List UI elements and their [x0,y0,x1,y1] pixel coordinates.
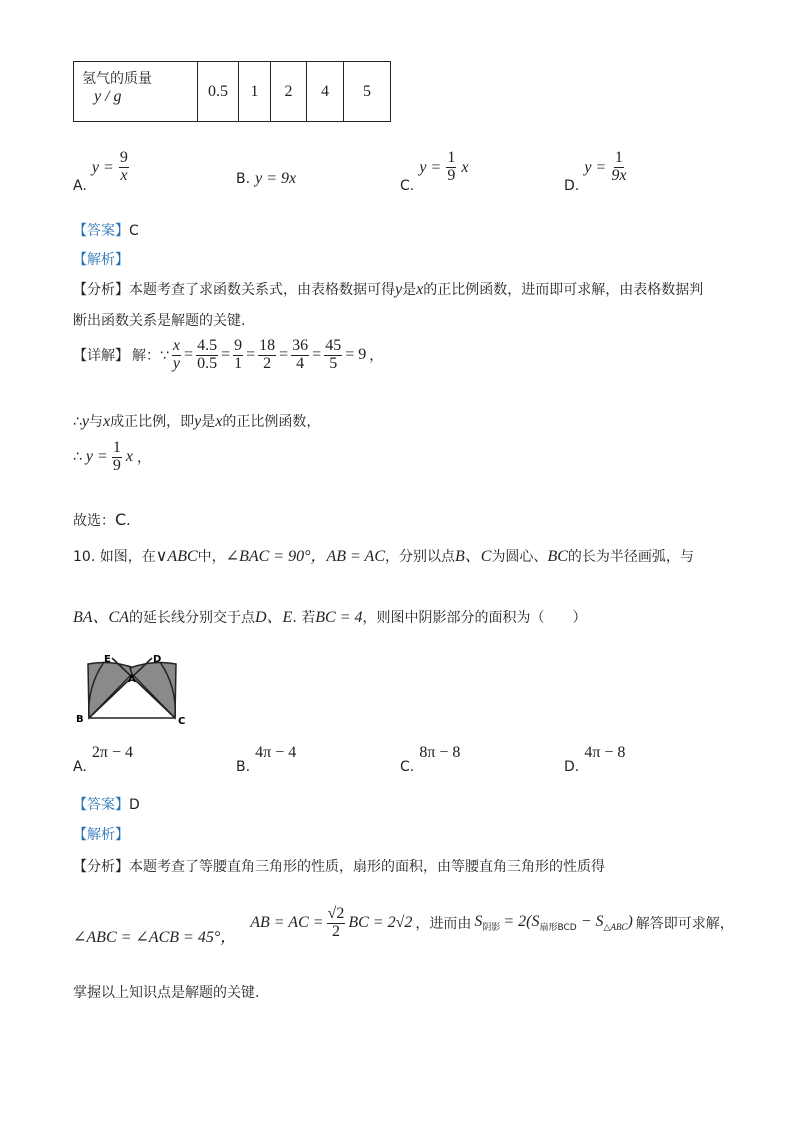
fraction-num: x [172,337,181,354]
xiangjie-tag: 【详解】 [73,348,129,365]
q10-option-b [236,742,297,775]
option-label: C. [400,177,415,194]
math: BC = 4 [315,609,363,626]
fraction-den: 4 [296,354,305,372]
q10-option-c [400,742,461,775]
fraction-num: √2 [327,905,345,922]
q10-analysis-tag: 【解析】 [73,827,129,843]
subscript: 扇形BCD [539,923,577,934]
option-value: 8π − 8 [419,744,461,761]
equals: = [246,346,256,364]
table-cell: 4 [307,62,344,122]
option-lhs: y = [91,158,114,176]
equals: = [184,346,194,364]
text: 与 [89,414,104,430]
text: 的长为半径画弧，与 [567,549,694,565]
label-b: B [76,714,84,725]
math: AB = AC [326,548,385,565]
geometry-figure [74,652,194,728]
fraction [327,906,346,941]
fraction-den: 9x [611,166,627,184]
choice: C [115,510,127,529]
fraction-num: 36 [292,337,309,354]
option-value: 2π − 4 [91,744,133,761]
option-label: D. [564,759,580,775]
answer-tag: 【答案】 [73,797,129,813]
math-var: y [194,413,202,430]
ratio-result: = 9 [345,346,367,364]
text: 的延长线分别交于点 [129,610,255,626]
fenxi-tag: 【分析】 [73,859,129,875]
text: 是 [201,414,216,430]
data-table [73,61,391,122]
table-row [74,62,391,122]
fraction-den: x [120,166,128,184]
option-value: 4π − 8 [584,744,626,761]
math: B、C [454,548,492,565]
math-var: y [395,281,403,298]
text: 故选： [73,513,115,529]
label-e: E [104,654,111,665]
fraction-num: 9 [234,337,243,354]
q9-xiangjie [73,338,383,373]
q9-step3 [73,440,151,475]
equals: = [312,346,322,364]
option-label: A. [73,177,87,194]
q10-option-a [73,742,133,775]
text: 本题考查了等腰直角三角形的性质，扇形的面积，由等腰直角三角形的性质得 [129,859,605,875]
fraction-den: 9 [112,456,121,474]
q9-option-d [564,149,627,194]
math: ) [627,913,633,931]
fraction-num: 1 [614,149,623,166]
q10-last-line: 掌握以上知识点是解题的关键. [73,985,260,1001]
q10-stem-line2 [73,604,587,627]
text: 为圆心、 [491,549,548,565]
math-var: x [103,413,111,430]
q10-option-d [564,742,626,775]
fraction-num: 9 [119,149,128,166]
fraction-num: 1 [447,149,456,166]
shaded-region-right [130,663,176,718]
math-var: x [125,448,133,466]
math: BC [547,548,568,565]
option-value: 4π − 4 [255,744,297,761]
math: BA、CA [73,609,129,626]
q9-answer [73,220,139,240]
fraction-num: 18 [259,337,276,354]
comma: ， [136,450,151,467]
q9-analysis-tag: 【解析】 [73,252,129,268]
math: S [474,913,483,931]
q9-choose [73,510,131,530]
table-cell: 2 [271,62,307,122]
fraction-num: 4.5 [197,337,218,354]
option-label: B. [236,759,251,775]
text: 的正比例函数，进而即可求解，由表格数据判 [423,282,704,298]
answer-tag: 【答案】 [73,223,129,239]
table-cell: 5 [344,62,391,122]
q9-step2 [73,411,320,431]
option-label: A. [73,759,87,775]
fraction [172,338,181,373]
math: − S [580,913,604,931]
therefore: ∴ [73,414,82,430]
fraction [258,338,276,373]
formula-s [474,913,500,933]
math: ∨ABC [155,548,198,565]
therefore: ∴ [73,449,82,466]
table-cell: 1 [239,62,271,122]
formula-ab: AB = AC = [250,914,324,932]
answer-value: C [129,223,139,239]
answer-value: D [129,797,140,813]
fraction-num: 1 [112,439,121,456]
q9-fenxi-line2: 断出函数关系是解题的关键. [73,313,246,329]
math-var: x [416,281,424,298]
label-a: A [128,674,136,685]
text: ，则图中阴影部分的面积为（ ） [362,610,587,626]
equals: = [279,346,289,364]
text: 解答即可求解， [635,916,734,933]
fraction-den: 5 [329,354,338,372]
comma: ， [369,348,384,365]
option-label: C. [400,759,415,775]
table-header-unit: y / g [94,88,122,105]
text: 本题考查了求函数关系式，由表格数据可得 [129,282,395,298]
math-var: y [81,413,90,430]
subscript: 阴影 [482,923,501,934]
text: ，分别以点 [384,549,455,565]
option-lhs: y = [419,158,442,176]
q9-option-b [236,168,296,188]
fraction-den: 2 [263,354,272,372]
fraction-den: 1 [234,354,243,372]
q10-fenxi-line1 [73,856,605,876]
fraction-den: 9 [447,166,456,184]
option-lhs: y = [584,158,607,176]
math: ∠BAC = 90°， [225,548,327,565]
fraction [112,440,122,475]
fenxi-tag: 【分析】 [73,282,129,298]
equals: = [221,346,231,364]
label-d: D [153,654,162,665]
q9-option-a [73,149,129,194]
formula-rhs [503,913,632,933]
text: 10. 如图，在 [73,549,156,565]
formula-bc: BC = 2√2 [348,914,413,932]
q9-fenxi-line1 [73,279,703,299]
fraction-den: 0.5 [197,354,218,372]
text: 的正比例函数， [222,414,321,430]
text: . 若 [292,610,316,626]
text: 成正比例，即 [110,414,195,430]
fraction [233,338,243,373]
q10-formula-line [73,905,734,946]
shaded-region-left [88,663,134,718]
label-c: C [178,716,186,727]
math: = 2(S [503,913,540,931]
text: . [126,513,131,529]
fraction [324,338,342,373]
table-cell: 0.5 [198,62,239,122]
xiangjie-lead: 解：∵ [132,348,169,365]
math-var: x [215,413,223,430]
q10-stem-line1 [73,543,694,566]
fraction [446,150,456,185]
text: 中， [197,549,226,565]
math-lhs: y = [85,448,108,466]
option-label: D. [564,177,580,194]
text: 是 [402,282,417,298]
fraction [611,150,626,185]
formula-angle: ∠ABC = ∠ACB = 45°， [73,928,237,946]
option-expr: y = 9x [255,170,297,187]
q10-answer [73,794,140,814]
math: D、E [255,609,293,626]
fraction-den: y [172,354,181,372]
subscript: △ABC [603,922,628,933]
fraction [119,150,129,185]
fraction-num: 45 [325,337,342,354]
fraction [196,338,218,373]
table-header-label: 氢气的质量 [82,71,152,87]
option-tail: x [461,158,469,176]
table-header-cell [74,62,198,122]
q9-option-c [400,149,469,194]
fraction-den: 2 [331,922,340,940]
text: ，进而由 [415,916,472,933]
option-label: B. [236,171,251,187]
fraction [291,338,309,373]
